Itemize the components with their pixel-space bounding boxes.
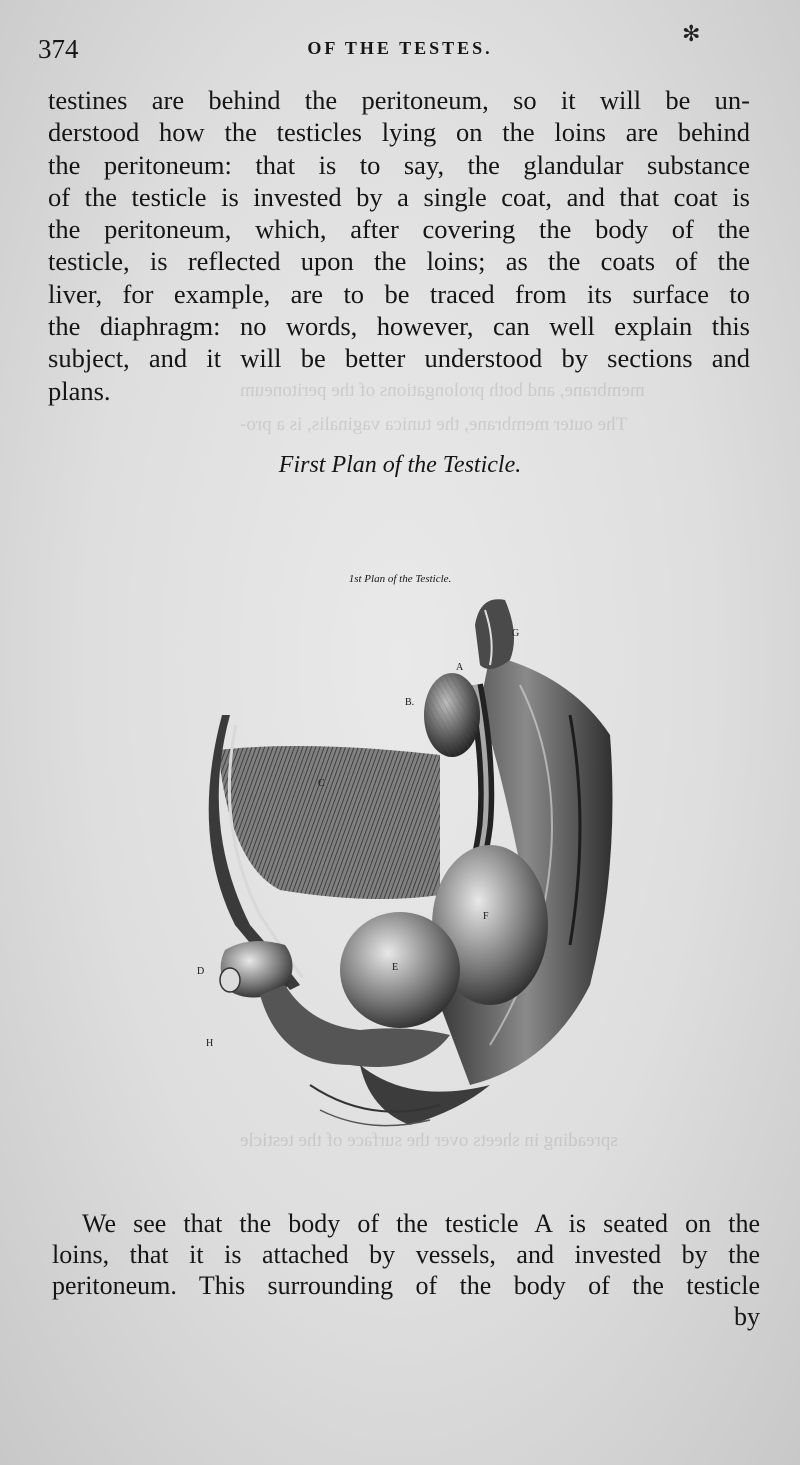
text-line: plans. [48,375,111,406]
figure-label-c: C [318,778,325,789]
asterisk-mark: ✻ [682,22,701,47]
show-through: The outer membrane, the tunica vaginalis, is a pro- [240,414,628,435]
plate-caption: 1st Plan of the Testicle. [348,573,452,585]
body-paragraph [48,84,750,407]
figure-label-f: F [483,911,489,922]
show-through: membrane, and both prolongations of the peritoneum [240,380,645,401]
figure-label-h: H [206,1038,214,1049]
figure-label-e: E [392,962,399,973]
figure-label-d: D [197,966,205,977]
text-line: testines are behind the peritoneum, so it will be un- [48,85,750,115]
text-line: of the testicle is invested by a single coat, and that coat is [48,181,750,212]
text-line: peritoneum. This surrounding of the body of the testicle [52,1271,760,1300]
show-through: spreading in sheets over the surface of the testicle [240,1130,618,1151]
text-line: subject, and it will be better understood by sections and [48,343,750,374]
text-line: liver, for example, are to be traced from its surface to [48,278,750,309]
text-line: testicle, is reflected upon the loins; as the coats of the [48,246,750,277]
anatomical-engraving [190,565,630,1135]
running-title: OF THE TESTES. [307,38,493,58]
text-line: the diaphragm: no words, however, can well explain this [48,311,750,342]
text-line: the peritoneum, which, after covering the body of the [48,214,750,245]
text-line: derstood how the testicles lying on the loins are behind [48,117,750,148]
section-heading: First Plan of the Testicle. [278,452,522,478]
figure-label-g: G [512,628,520,639]
text-line: the peritoneum: that is to say, the glandular substance [48,149,750,180]
figure-label-a: A [456,662,464,673]
page-number: 374 [38,34,79,64]
figure-label-b: B. [405,697,415,708]
bottom-paragraph [52,1208,760,1332]
text-line: loins, that it is attached by vessels, and invested by the [52,1240,760,1269]
catchword: by [734,1302,760,1331]
text-line: We see that the body of the testicle A is seated on the [82,1209,760,1238]
